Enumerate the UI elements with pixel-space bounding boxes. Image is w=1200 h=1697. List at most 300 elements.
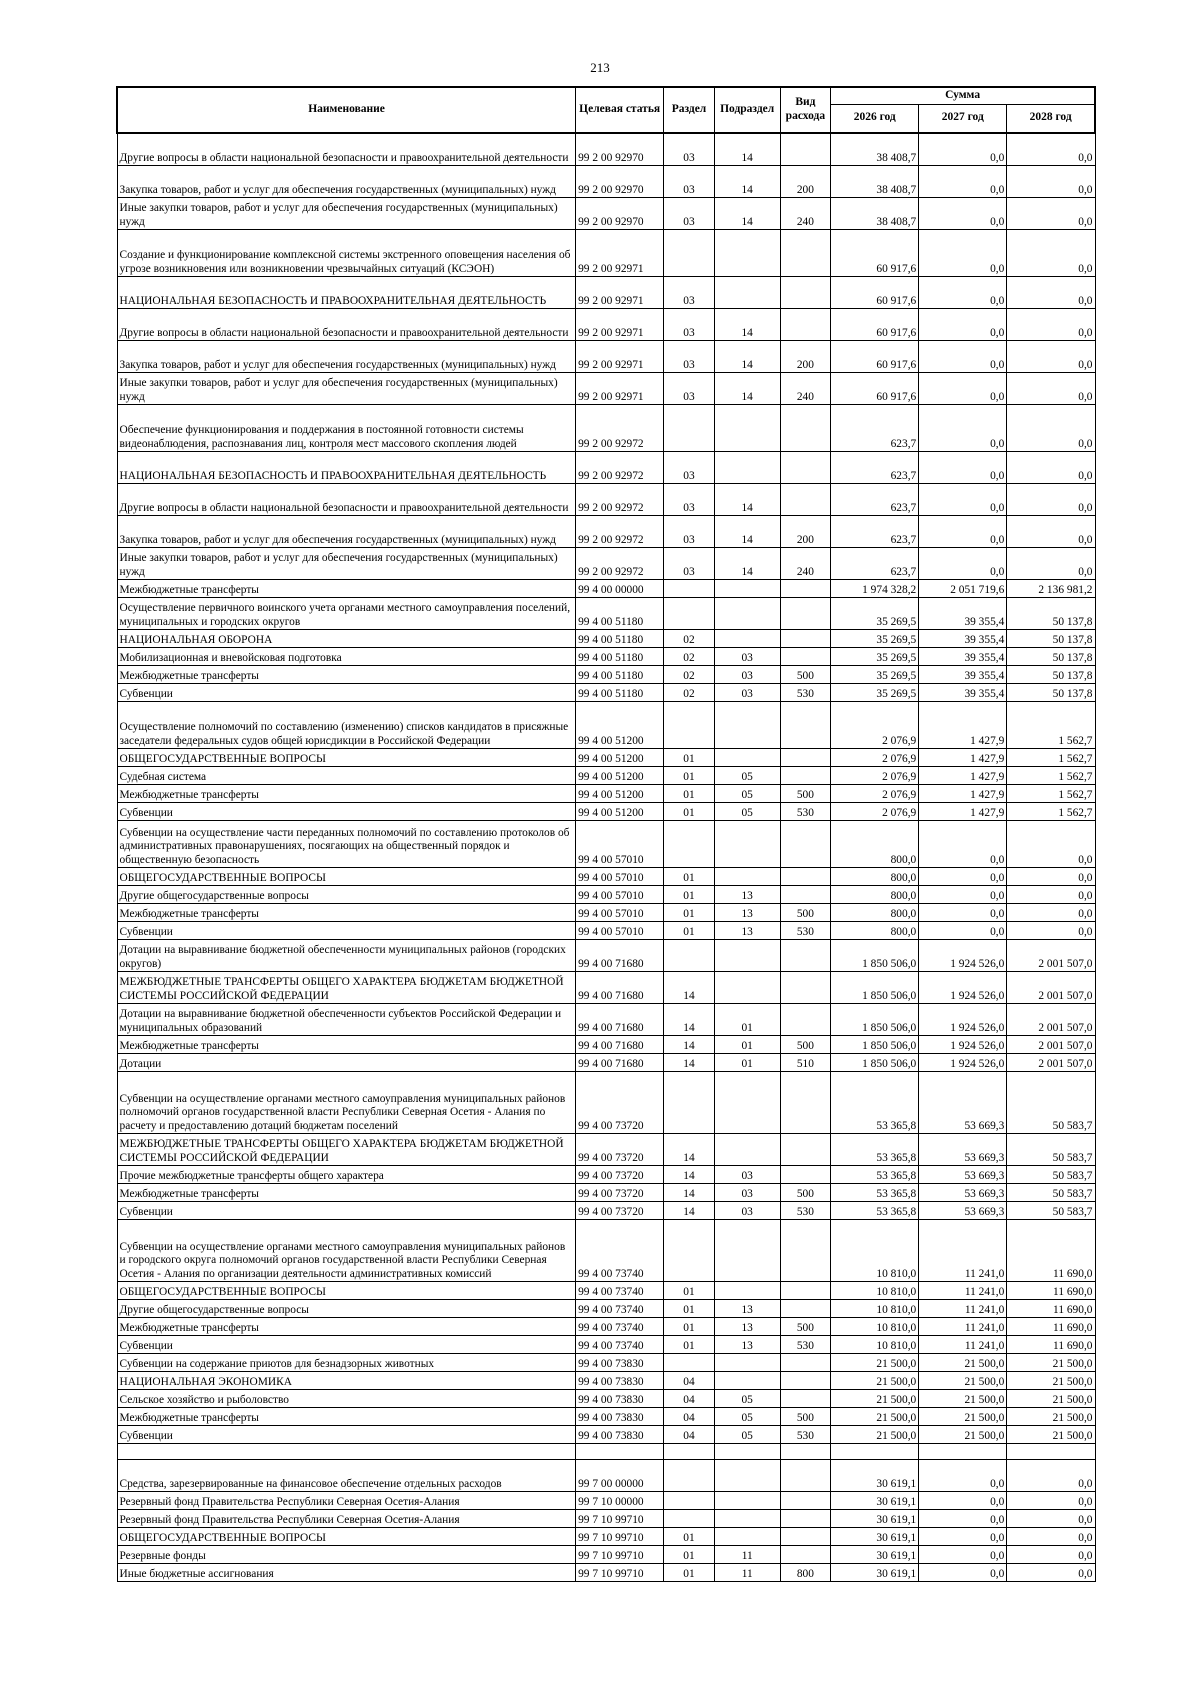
row-name: Субвенции [117,684,576,702]
expense-type [780,1546,831,1564]
table-row [117,684,1095,702]
subsection: 11 [714,1546,780,1564]
table-row [117,1072,1095,1134]
expense-type [780,133,831,166]
section: 01 [664,749,715,767]
subsection [714,452,780,484]
section: 01 [664,1564,715,1582]
section: 03 [664,452,715,484]
row-name: НАЦИОНАЛЬНАЯ БЕЗОПАСНОСТЬ И ПРАВООХРАНИТЕЛЬНАЯ ДЕЯТЕЛЬНОСТЬ [117,452,576,484]
expense-type [780,1460,831,1492]
sum-2028: 1 562,7 [1007,702,1095,749]
target-article: 99 4 00 51180 [576,666,664,684]
expense-type [780,598,831,630]
subsection [714,580,780,598]
row-name: Иные закупки товаров, работ и услуг для обеспечения государственных (муниципальных) нужд [117,548,576,580]
expense-type [780,821,831,868]
row-name: Закупка товаров, работ и услуг для обеспечения государственных (муниципальных) нужд [117,341,576,373]
table-row [117,309,1095,341]
sum-2026: 800,0 [831,821,919,868]
table-row [117,1372,1095,1390]
table-row [117,1426,1095,1444]
target-article: 99 4 00 73830 [576,1426,664,1444]
target-article: 99 2 00 92970 [576,133,664,166]
subsection: 13 [714,1336,780,1354]
sum-2026: 60 917,6 [831,341,919,373]
row-name: Субвенции на осуществление органами местного самоуправления муниципальных районов и городского округа полномочий органов государственной власти Республики Северная Осетия - Алания по организации деятельности административных комиссий [117,1220,576,1282]
expense-type [780,1510,831,1528]
subsection [714,598,780,630]
sum-2026: 30 619,1 [831,1528,919,1546]
section [664,1072,715,1134]
sum-2028: 50 583,7 [1007,1166,1095,1184]
sum-2026: 60 917,6 [831,373,919,405]
section: 01 [664,785,715,803]
section: 04 [664,1390,715,1408]
header-year-2028: 2028 год [1007,104,1095,133]
header-name: Наименование [117,87,576,133]
row-name: ОБЩЕГОСУДАРСТВЕННЫЕ ВОПРОСЫ [117,1528,576,1546]
sum-2026: 1 974 328,2 [831,580,919,598]
expense-type [780,1372,831,1390]
sum-2026: 21 500,0 [831,1426,919,1444]
expense-type [780,405,831,452]
sum-2028: 50 137,8 [1007,648,1095,666]
section [664,940,715,972]
target-article: 99 7 10 99710 [576,1528,664,1546]
row-name: МЕЖБЮДЖЕТНЫЕ ТРАНСФЕРТЫ ОБЩЕГО ХАРАКТЕРА БЮДЖЕТАМ БЮДЖЕТНОЙ СИСТЕМЫ РОССИЙСКОЙ ФЕДЕРАЦИИ [117,1134,576,1166]
sum-2028: 0,0 [1007,133,1095,166]
sum-2027: 0,0 [919,198,1007,230]
target-article: 99 2 00 92972 [576,452,664,484]
sum-2028: 0,0 [1007,484,1095,516]
sum-2026: 623,7 [831,452,919,484]
sum-2026: 1 850 506,0 [831,940,919,972]
row-name: Субвенции [117,922,576,940]
table-row [117,1408,1095,1426]
expense-type: 240 [780,198,831,230]
section [664,1460,715,1492]
sum-2028: 0,0 [1007,373,1095,405]
sum-2028: 21 500,0 [1007,1354,1095,1372]
sum-2026: 53 365,8 [831,1184,919,1202]
sum-2027: 53 669,3 [919,1184,1007,1202]
expense-type [780,1072,831,1134]
table-row [117,1492,1095,1510]
expense-type: 500 [780,785,831,803]
target-article: 99 4 00 51200 [576,767,664,785]
sum-2027: 0,0 [919,309,1007,341]
row-name: Средства, зарезервированные на финансовое обеспечение отдельных расходов [117,1460,576,1492]
sum-2028: 50 583,7 [1007,1202,1095,1220]
table-row [117,230,1095,277]
sum-2027: 39 355,4 [919,598,1007,630]
sum-2026: 800,0 [831,886,919,904]
target-article: 99 4 00 71680 [576,972,664,1004]
section [664,1354,715,1372]
sum-2027: 0,0 [919,868,1007,886]
row-name: Субвенции [117,1426,576,1444]
sum-2028: 11 690,0 [1007,1336,1095,1354]
subsection: 03 [714,684,780,702]
section: 01 [664,1546,715,1564]
subsection: 13 [714,904,780,922]
sum-2026: 53 365,8 [831,1134,919,1166]
row-name: Межбюджетные трансферты [117,1184,576,1202]
row-name: Другие вопросы в области национальной безопасности и правоохранительной деятельности [117,309,576,341]
sum-2028: 0,0 [1007,405,1095,452]
table-row [117,1318,1095,1336]
table-row [117,886,1095,904]
sum-2027: 11 241,0 [919,1336,1007,1354]
section: 03 [664,373,715,405]
row-name: Другие общегосударственные вопросы [117,886,576,904]
row-name: Другие общегосударственные вопросы [117,1300,576,1318]
table-row [117,548,1095,580]
subsection [714,230,780,277]
table-row [117,972,1095,1004]
sum-2026: 2 076,9 [831,702,919,749]
target-article: 99 4 00 57010 [576,886,664,904]
target-article: 99 2 00 92971 [576,341,664,373]
row-name: ОБЩЕГОСУДАРСТВЕННЫЕ ВОПРОСЫ [117,868,576,886]
expense-type [780,1492,831,1510]
row-name: Другие вопросы в области национальной безопасности и правоохранительной деятельности [117,484,576,516]
subsection [714,821,780,868]
sum-2026: 1 850 506,0 [831,1054,919,1072]
row-name: Иные закупки товаров, работ и услуг для обеспечения государственных (муниципальных) нужд [117,198,576,230]
expense-type: 200 [780,341,831,373]
expense-type: 500 [780,1184,831,1202]
target-article: 99 2 00 92971 [576,277,664,309]
target-article: 99 4 00 73740 [576,1282,664,1300]
sum-2028: 2 001 507,0 [1007,1004,1095,1036]
target-article: 99 4 00 71680 [576,1054,664,1072]
target-article: 99 2 00 92971 [576,309,664,341]
header-year-2027: 2027 год [919,104,1007,133]
row-name: Межбюджетные трансферты [117,785,576,803]
subsection: 05 [714,1426,780,1444]
section [664,821,715,868]
sum-2027: 0,0 [919,373,1007,405]
sum-2028: 0,0 [1007,198,1095,230]
subsection: 03 [714,1202,780,1220]
subsection: 14 [714,166,780,198]
table-row [117,405,1095,452]
sum-2026: 623,7 [831,548,919,580]
row-name: Прочие межбюджетные трансферты общего характера [117,1166,576,1184]
subsection [714,1460,780,1492]
expense-type: 530 [780,684,831,702]
row-name: Обеспечение функционирования и поддержания в постоянной готовности системы видеонаблюдения, распознавания лиц, контроля мест массового скопления людей [117,405,576,452]
subsection: 14 [714,309,780,341]
sum-2027: 2 051 719,6 [919,580,1007,598]
table-row [117,166,1095,198]
sum-2027: 1 924 526,0 [919,940,1007,972]
sum-2027: 53 669,3 [919,1202,1007,1220]
subsection: 05 [714,803,780,821]
sum-2028: 50 137,8 [1007,666,1095,684]
spacer-cell [780,1444,831,1460]
row-name: Резервный фонд Правительства Республики Северная Осетия-Алания [117,1492,576,1510]
table-row [117,821,1095,868]
sum-2028: 2 001 507,0 [1007,972,1095,1004]
target-article: 99 4 00 51200 [576,749,664,767]
sum-2026: 2 076,9 [831,767,919,785]
subsection: 13 [714,886,780,904]
sum-2028: 11 690,0 [1007,1300,1095,1318]
sum-2027: 1 427,9 [919,749,1007,767]
target-article: 99 2 00 92971 [576,373,664,405]
section [664,1510,715,1528]
sum-2026: 2 076,9 [831,749,919,767]
subsection [714,1528,780,1546]
budget-table [116,86,1096,1582]
subsection [714,1372,780,1390]
subsection [714,749,780,767]
sum-2028: 2 136 981,2 [1007,580,1095,598]
sum-2026: 38 408,7 [831,166,919,198]
sum-2027: 39 355,4 [919,666,1007,684]
sum-2026: 35 269,5 [831,684,919,702]
sum-2027: 53 669,3 [919,1166,1007,1184]
spacer-row [117,1444,1095,1460]
subsection: 13 [714,1318,780,1336]
table-row [117,1184,1095,1202]
target-article: 99 7 10 99710 [576,1546,664,1564]
sum-2026: 60 917,6 [831,230,919,277]
target-article: 99 4 00 00000 [576,580,664,598]
subsection [714,405,780,452]
sum-2027: 1 427,9 [919,767,1007,785]
sum-2027: 0,0 [919,484,1007,516]
sum-2027: 0,0 [919,277,1007,309]
section: 03 [664,484,715,516]
table-row [117,648,1095,666]
sum-2026: 38 408,7 [831,198,919,230]
table-row [117,133,1095,166]
section: 14 [664,1036,715,1054]
section: 04 [664,1426,715,1444]
expense-type [780,1220,831,1282]
sum-2027: 11 241,0 [919,1220,1007,1282]
expense-type: 500 [780,666,831,684]
sum-2028: 0,0 [1007,886,1095,904]
target-article: 99 4 00 73720 [576,1184,664,1202]
subsection: 14 [714,548,780,580]
expense-type: 530 [780,1202,831,1220]
sum-2027: 21 500,0 [919,1354,1007,1372]
table-row [117,749,1095,767]
section: 03 [664,548,715,580]
target-article: 99 4 00 73740 [576,1318,664,1336]
subsection: 01 [714,1036,780,1054]
row-name: Дотации [117,1054,576,1072]
sum-2026: 10 810,0 [831,1336,919,1354]
sum-2026: 35 269,5 [831,630,919,648]
target-article: 99 2 00 92970 [576,166,664,198]
sum-2026: 623,7 [831,405,919,452]
table-row [117,341,1095,373]
target-article: 99 4 00 51200 [576,803,664,821]
sum-2028: 1 562,7 [1007,785,1095,803]
section [664,1492,715,1510]
sum-2027: 0,0 [919,886,1007,904]
section: 14 [664,972,715,1004]
table-row [117,702,1095,749]
sum-2028: 0,0 [1007,277,1095,309]
sum-2026: 30 619,1 [831,1510,919,1528]
expense-type: 530 [780,803,831,821]
section: 03 [664,166,715,198]
sum-2028: 0,0 [1007,452,1095,484]
header-target-article: Целевая статья [576,87,664,133]
table-row [117,277,1095,309]
sum-2027: 1 924 526,0 [919,1036,1007,1054]
sum-2028: 11 690,0 [1007,1220,1095,1282]
sum-2027: 1 924 526,0 [919,1054,1007,1072]
target-article: 99 2 00 92972 [576,548,664,580]
row-name: Дотации на выравнивание бюджетной обеспеченности субъектов Российской Федерации и муниципальных образований [117,1004,576,1036]
sum-2027: 0,0 [919,516,1007,548]
table-row [117,922,1095,940]
sum-2027: 0,0 [919,1510,1007,1528]
section: 14 [664,1054,715,1072]
target-article: 99 7 10 99710 [576,1564,664,1582]
sum-2028: 0,0 [1007,1510,1095,1528]
expense-type: 500 [780,1318,831,1336]
expense-type [780,230,831,277]
sum-2026: 1 850 506,0 [831,972,919,1004]
row-name: Осуществление полномочий по составлению (изменению) списков кандидатов в присяжные заседатели федеральных судов общей юрисдикции в Российской Федерации [117,702,576,749]
expense-type [780,1282,831,1300]
section: 01 [664,868,715,886]
subsection [714,1134,780,1166]
sum-2028: 2 001 507,0 [1007,940,1095,972]
sum-2027: 0,0 [919,452,1007,484]
expense-type [780,484,831,516]
target-article: 99 4 00 51200 [576,702,664,749]
sum-2027: 0,0 [919,230,1007,277]
target-article: 99 4 00 71680 [576,940,664,972]
sum-2028: 21 500,0 [1007,1408,1095,1426]
table-row [117,1528,1095,1546]
table-row [117,580,1095,598]
subsection: 11 [714,1564,780,1582]
subsection: 14 [714,133,780,166]
target-article: 99 2 00 92972 [576,484,664,516]
table-row [117,198,1095,230]
subsection: 05 [714,1408,780,1426]
sum-2028: 0,0 [1007,309,1095,341]
sum-2028: 50 583,7 [1007,1184,1095,1202]
subsection [714,1510,780,1528]
sum-2027: 0,0 [919,166,1007,198]
target-article: 99 2 00 92972 [576,405,664,452]
section [664,1220,715,1282]
target-article: 99 4 00 57010 [576,868,664,886]
sum-2026: 2 076,9 [831,785,919,803]
sum-2027: 53 669,3 [919,1072,1007,1134]
section: 03 [664,277,715,309]
sum-2027: 1 427,9 [919,785,1007,803]
target-article: 99 4 00 73830 [576,1390,664,1408]
expense-type [780,452,831,484]
table-row [117,1134,1095,1166]
sum-2026: 800,0 [831,922,919,940]
table-row [117,452,1095,484]
sum-2026: 53 365,8 [831,1072,919,1134]
spacer-cell [1007,1444,1095,1460]
sum-2028: 2 001 507,0 [1007,1036,1095,1054]
target-article: 99 2 00 92970 [576,198,664,230]
row-name: Иные бюджетные ассигнования [117,1564,576,1582]
target-article: 99 4 00 57010 [576,922,664,940]
table-row [117,1282,1095,1300]
subsection: 03 [714,648,780,666]
expense-type: 530 [780,922,831,940]
row-name: Субвенции на содержание приютов для безнадзорных животных [117,1354,576,1372]
sum-2028: 50 137,8 [1007,598,1095,630]
sum-2027: 0,0 [919,821,1007,868]
subsection [714,630,780,648]
sum-2027: 11 241,0 [919,1300,1007,1318]
sum-2028: 0,0 [1007,166,1095,198]
row-name: Субвенции [117,803,576,821]
expense-type [780,886,831,904]
sum-2027: 0,0 [919,548,1007,580]
sum-2027: 0,0 [919,1528,1007,1546]
subsection: 14 [714,516,780,548]
target-article: 99 4 00 73740 [576,1220,664,1282]
sum-2028: 11 690,0 [1007,1318,1095,1336]
table-row [117,1336,1095,1354]
header-section: Раздел [664,87,715,133]
expense-type [780,648,831,666]
sum-2028: 50 137,8 [1007,684,1095,702]
subsection [714,1282,780,1300]
sum-2027: 11 241,0 [919,1282,1007,1300]
target-article: 99 4 00 73720 [576,1134,664,1166]
subsection: 05 [714,785,780,803]
sum-2028: 50 583,7 [1007,1072,1095,1134]
target-article: 99 4 00 51180 [576,684,664,702]
sum-2027: 1 924 526,0 [919,1004,1007,1036]
section [664,598,715,630]
sum-2026: 10 810,0 [831,1300,919,1318]
row-name: Межбюджетные трансферты [117,666,576,684]
expense-type [780,868,831,886]
expense-type [780,1354,831,1372]
table-row [117,630,1095,648]
sum-2026: 38 408,7 [831,133,919,166]
row-name: ОБЩЕГОСУДАРСТВЕННЫЕ ВОПРОСЫ [117,1282,576,1300]
header-sum: Сумма [831,87,1095,104]
sum-2027: 21 500,0 [919,1408,1007,1426]
table-header [117,87,1095,133]
row-name: Иные закупки товаров, работ и услуг для обеспечения государственных (муниципальных) нужд [117,373,576,405]
row-name: Субвенции на осуществление части переданных полномочий по составлению протоколов об административных правонарушениях, посягающих на общественный порядок и общественную безопасность [117,821,576,868]
section: 03 [664,341,715,373]
section: 01 [664,886,715,904]
section: 03 [664,133,715,166]
subsection: 13 [714,922,780,940]
expense-type: 800 [780,1564,831,1582]
section: 01 [664,1318,715,1336]
section: 01 [664,904,715,922]
sum-2027: 0,0 [919,341,1007,373]
sum-2028: 0,0 [1007,868,1095,886]
